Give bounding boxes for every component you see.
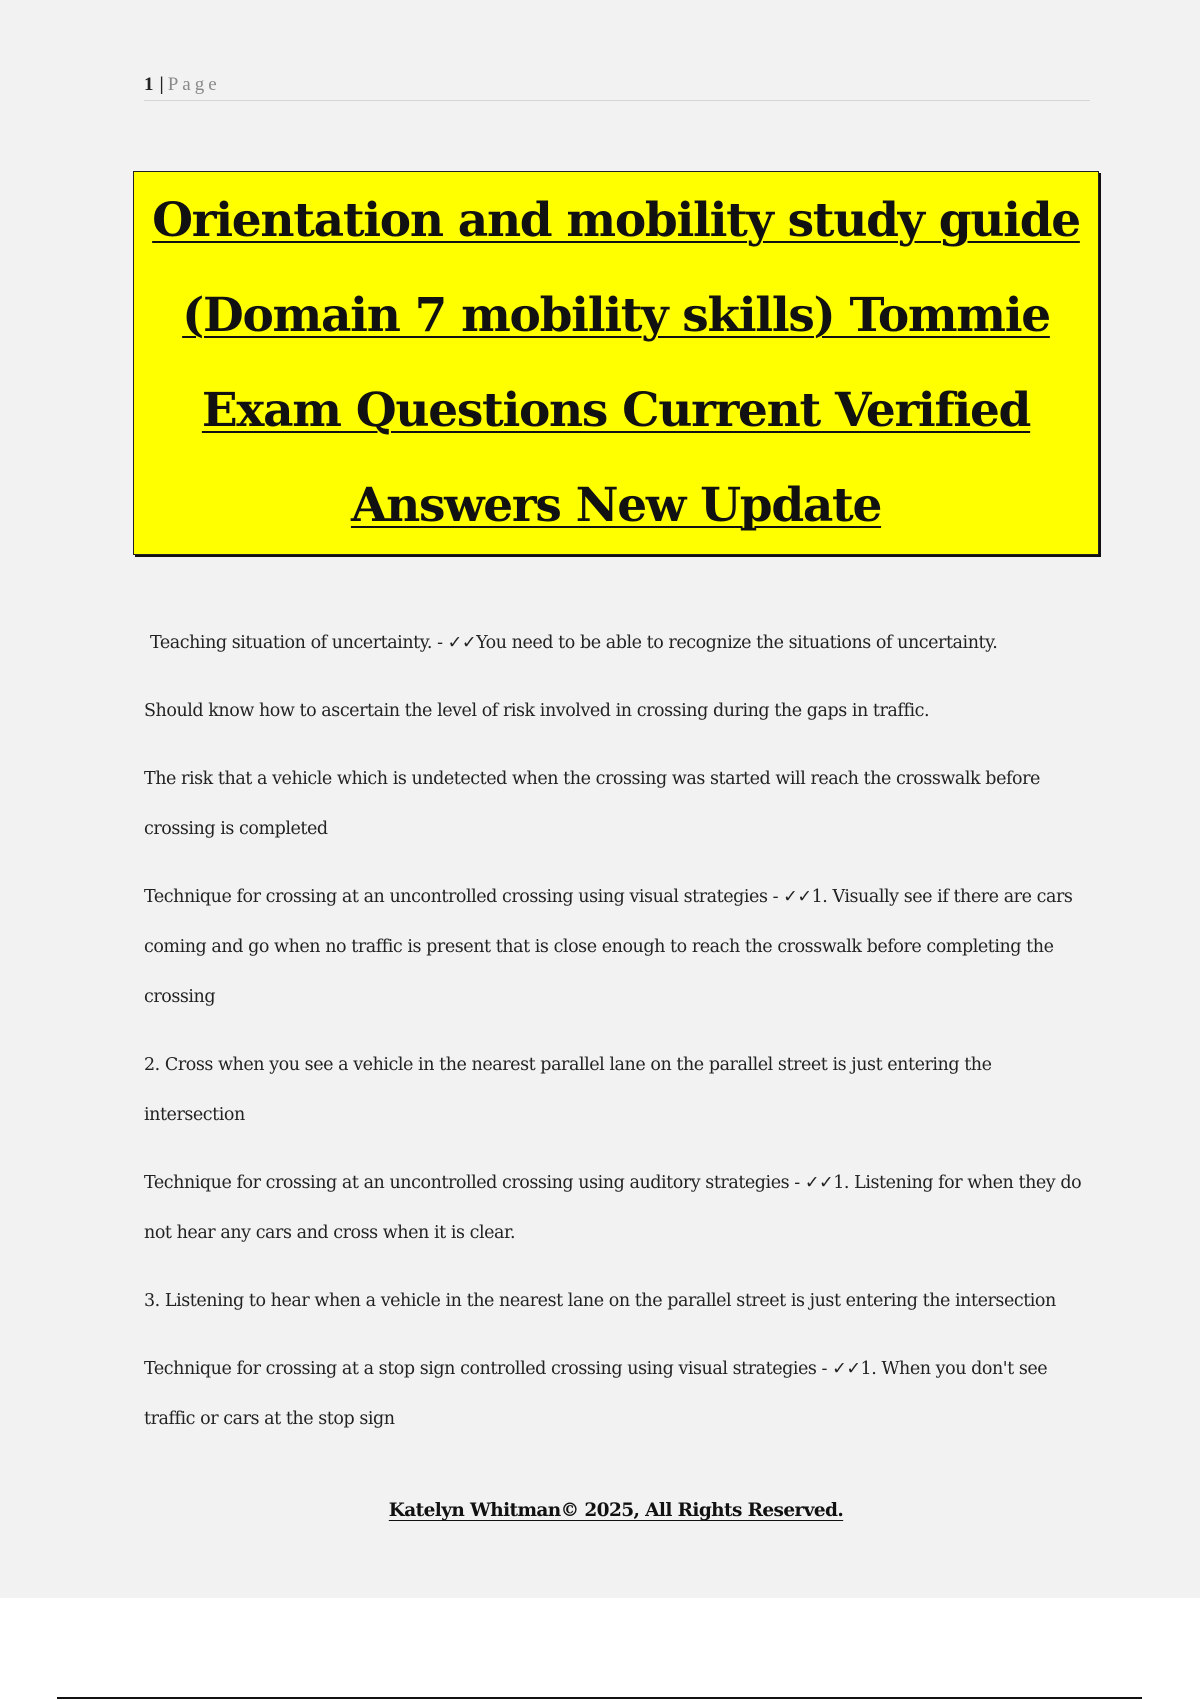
document-body (144, 618, 1094, 1444)
page-number: 1 (144, 74, 154, 95)
copyright-text: Katelyn Whitman© 2025, All Rights Reserved. (388, 1500, 844, 1521)
page-header (144, 72, 1090, 101)
title-box (133, 171, 1099, 555)
document-title (134, 173, 1098, 553)
paragraph: The risk that a vehicle which is undetected when the crossing was started will reach the crosswalk before crossing is completed (144, 769, 1040, 839)
paragraph: Should know how to ascertain the level of risk involved in crossing during the gaps in traffic. (144, 701, 930, 721)
paragraph: Technique for crossing at an uncontrolled crossing using auditory strategies - ✓✓1. Listening for when they do not hear any cars and cross when it is clear. (144, 1173, 1082, 1243)
copyright-footer (0, 1500, 1200, 1521)
paragraph: 3. Listening to hear when a vehicle in the nearest lane on the parallel street is just entering the intersection (144, 1291, 1056, 1311)
paragraph: Teaching situation of uncertainty. - ✓✓You need to be able to recognize the situations of uncertainty. (150, 633, 998, 653)
paragraph: Technique for crossing at an uncontrolled crossing using visual strategies - ✓✓1. Visually see if there are cars coming and go when no traffic is present that is close enough to reach the crosswalk before completing the crossing (144, 887, 1073, 1007)
bottom-divider (57, 1697, 1142, 1699)
page-label: Page (167, 74, 221, 95)
paragraph: Technique for crossing at a stop sign controlled crossing using visual strategies - ✓✓1. When you don't see traffic or cars at the stop sign (144, 1359, 1048, 1429)
paragraph: 2. Cross when you see a vehicle in the nearest parallel lane on the parallel street is just entering the intersection (144, 1055, 992, 1125)
page-separator: | (159, 74, 164, 95)
document-title-text: Orientation and mobility study guide (Domain 7 mobility skills) Tommie Exam Questions Current Verified Answers New Update (152, 193, 1080, 533)
